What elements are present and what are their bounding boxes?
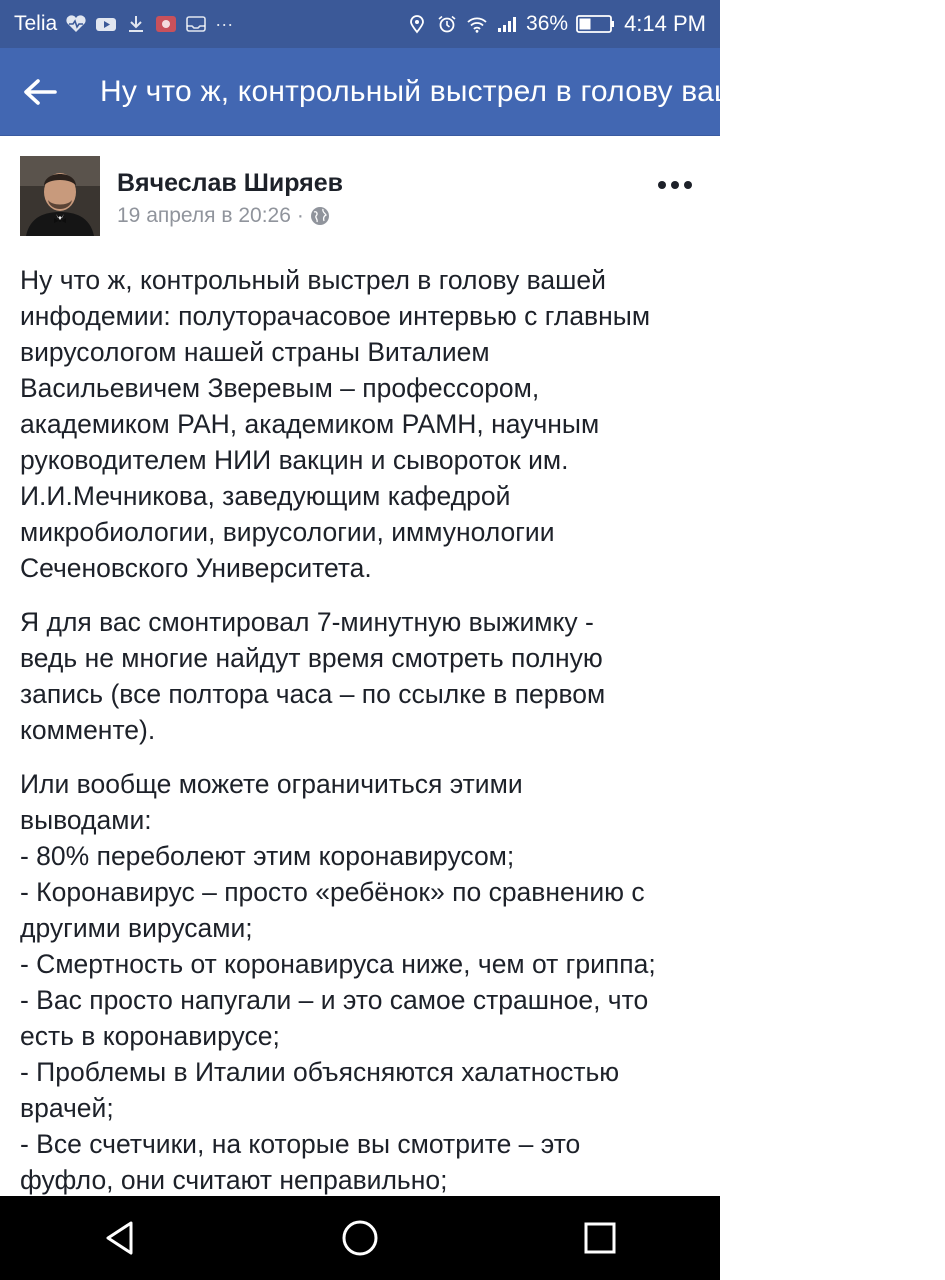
system-nav-bar <box>0 1196 720 1280</box>
nav-recents-square-icon <box>583 1221 617 1255</box>
status-bar <box>0 0 720 48</box>
status-time: 4:14 PM <box>624 11 706 36</box>
app-bar <box>0 48 945 136</box>
battery-percent: 36% <box>526 12 569 35</box>
nav-recents-button[interactable] <box>560 1198 640 1278</box>
carrier-label: Telia <box>14 12 58 35</box>
download-icon <box>125 15 147 33</box>
avatar[interactable] <box>20 156 100 236</box>
post-paragraph-3: Или вообще можете ограничиться этими выводами: - 80% переболеют этим коронавирусом; - Коронавирус – просто «ребёнок» по сравнению с другими вирусами; - Смертность от коронавируса ниже, чем от гриппа; - Вас просто напугали – и это самое страшное, что есть в коронавирусе; - Проблемы в Италии объясняются халатностью врачей; - Все счетчики, на которые вы смотрите – это фуфло, они считают неправильно; <box>20 769 656 1195</box>
huawei-icon <box>155 15 177 33</box>
avatar-image <box>20 156 100 236</box>
nav-home-button[interactable] <box>320 1198 400 1278</box>
post-body <box>0 254 720 1198</box>
signal-icon <box>496 15 518 33</box>
post-header <box>0 136 720 254</box>
nav-back-button[interactable] <box>80 1198 160 1278</box>
globe-icon <box>310 206 330 226</box>
post-date[interactable]: 19 апреля в 20:26 <box>117 204 291 227</box>
back-button[interactable] <box>0 48 80 136</box>
nav-back-triangle-icon <box>103 1220 137 1256</box>
post <box>0 136 720 1196</box>
youtube-icon <box>95 15 117 33</box>
alarm-icon <box>436 15 458 33</box>
arrow-left-icon <box>23 78 57 106</box>
battery-icon <box>576 14 616 34</box>
status-right <box>406 11 706 37</box>
nav-home-circle-icon <box>341 1219 379 1257</box>
status-overflow: ··· <box>215 13 234 34</box>
more-horizontal-icon <box>658 181 666 189</box>
post-more-button[interactable] <box>658 178 694 192</box>
post-paragraph-1: Ну что ж, контрольный выстрел в голову вашей инфодемии: полуторачасовое интервью с главным вирусологом нашей страны Виталием Васильевичем Зверевым – профессором, академиком РАН, академиком РАМН, научным руководителем НИИ вакцин и сывороток им. И.И.Мечникова, заведующим кафедрой микробиологии, вирусологии, иммунологии Сеченовского Университета. <box>20 265 651 583</box>
author-name[interactable]: Вячеслав Ширяев <box>117 169 344 197</box>
post-paragraph-2: Я для вас смонтировал 7-минутную выжимку - ведь не многие найдут время смотреть полную запись (все полтора часа – по ссылке в первом комменте). <box>20 607 606 745</box>
status-left <box>14 12 233 36</box>
wifi-icon <box>466 15 488 33</box>
meta-separator: · <box>296 204 304 227</box>
heart-pulse-icon <box>65 15 87 33</box>
app-bar-title: Ну что ж, контрольный выстрел в голову вашей инфодемии <box>100 74 945 108</box>
post-meta <box>117 204 330 228</box>
inbox-icon <box>185 15 207 33</box>
location-icon <box>406 15 428 33</box>
